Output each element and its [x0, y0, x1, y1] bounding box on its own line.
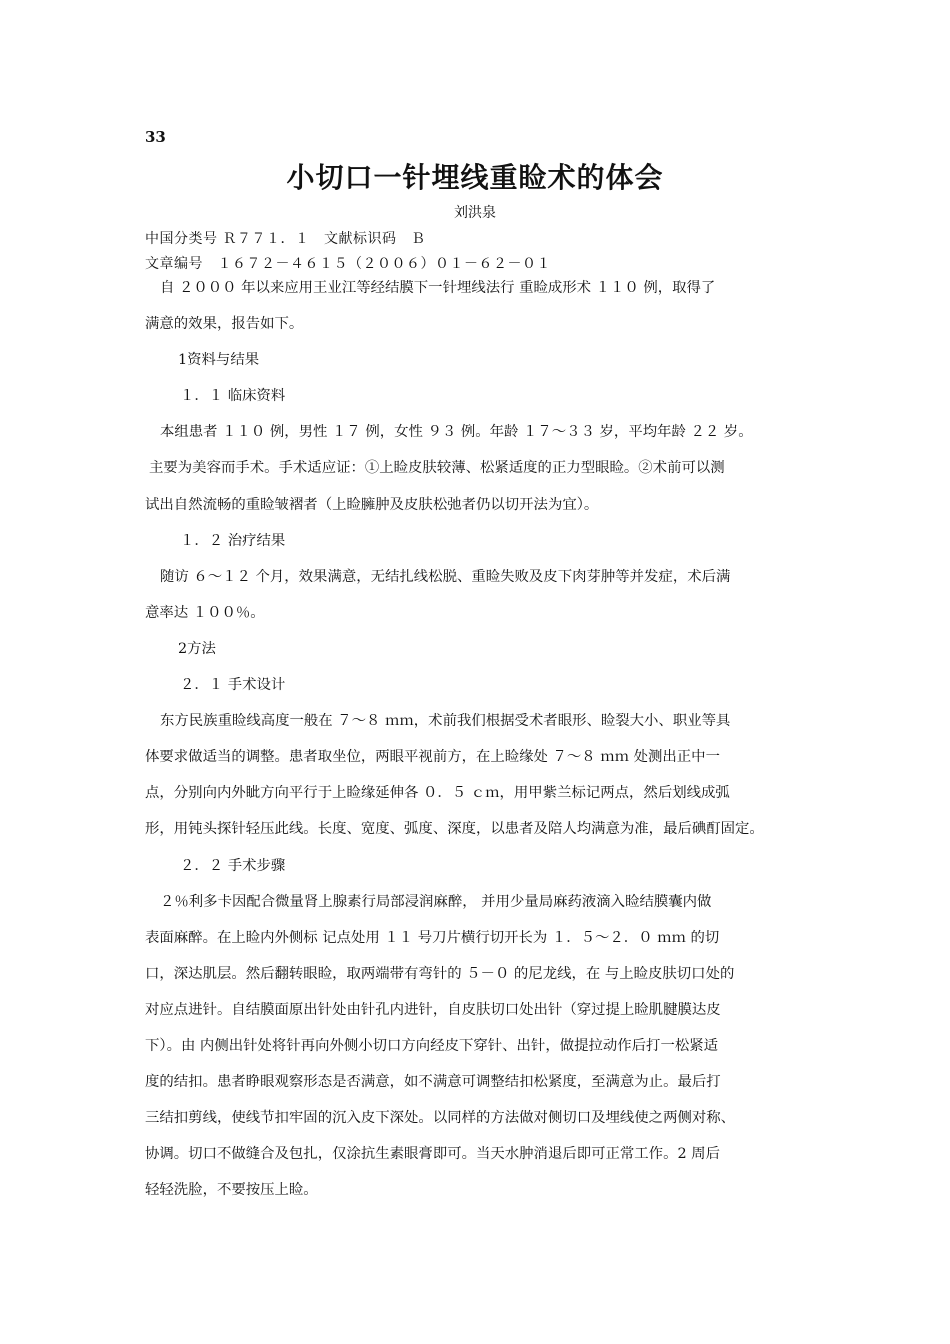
paragraph-line: 对应点进针。自结膜面原出针处由针孔内进针，自皮肤切口处出针（穿过提上睑肌腱膜达皮	[145, 1001, 721, 1018]
paragraph-line: 试出自然流畅的重睑皱褶者（上睑臃肿及皮肤松弛者仍以切开法为宜）。	[145, 496, 599, 513]
subsection-heading: ２．１ 手术设计	[180, 677, 286, 694]
article-number-line: 文章编号 １６７２－４６１５（２００６）０１－６２－０１	[145, 256, 551, 272]
paragraph-line: 自 ２０００ 年以来应用王业江等经结膜下一针埋线法行 重睑成形术 １１０ 例，取得了	[160, 280, 716, 296]
paragraph-line: 主要为美容而手术。手术适应证：①上睑皮肤较薄、松紧适度的正力型眼睑。②术前可以测	[149, 460, 725, 477]
article-title: 小切口一针埋线重睑术的体会	[286, 161, 664, 194]
subsection-heading: ２．２ 手术步骤	[180, 857, 286, 874]
paragraph-line: 轻轻洗脸，不要按压上睑。	[145, 1182, 318, 1199]
article-body	[145, 270, 820, 1208]
author-name: 刘洪泉	[454, 205, 496, 221]
paragraph-line: 本组患者 １１０ 例，男性 １７ 例，女性 ９３ 例。年龄 １７～３３ 岁，平均年龄 ２２ 岁。	[160, 424, 753, 441]
paragraph-line: 三结扣剪线，使线节扣牢固的沉入皮下深处。以同样的方法做对侧切口及埋线使之两侧对称、	[145, 1110, 736, 1127]
paragraph-line: 意率达 １００％。	[145, 604, 265, 621]
paragraph-line: 体要求做适当的调整。患者取坐位，两眼平视前方，在上睑缘处 ７～８ ｍｍ 处测出正中一	[145, 749, 720, 766]
paragraph-line: 满意的效果，报告如下。	[145, 316, 304, 333]
section-heading: 2方法	[178, 640, 216, 657]
paragraph-line: 口，深达肌层。然后翻转眼睑，取两端带有弯针的 ５－０ 的尼龙线，在 与上睑皮肤切口处的	[145, 965, 735, 982]
paragraph-line: 形，用钝头探针轻压此线。长度、宽度、弧度、深度，以患者及陪人均满意为准，最后碘酊固定。	[145, 821, 764, 838]
classification-line: 中国分类号 Ｒ７７１．１ 文献标识码 Ｂ	[145, 231, 426, 247]
paragraph-line: 点，分别向内外眦方向平行于上睑缘延伸各 ０．５ ｃｍ，用甲紫兰标记两点，然后划线成弧	[145, 785, 730, 802]
subsection-heading: １．２ 治疗结果	[180, 532, 286, 549]
paragraph-line: 随访 ６～１２ 个月，效果满意，无结扎线松脱、重睑失败及皮下肉芽肿等并发症，术后满	[160, 568, 731, 585]
paragraph-line: 表面麻醉。在上睑内外侧标 记点处用 １１ 号刀片横行切开长为 １．５～２．０ ｍｍ 的切	[145, 929, 720, 946]
paragraph-line: 度的结扣。患者睁眼观察形态是否满意，如不满意可调整结扣松紧度，至满意为止。最后打	[145, 1074, 721, 1091]
paragraph-line: 协调。切口不做缝合及包扎，仅涂抗生素眼膏即可。当天水肿消退后即可正常工作。2 周后	[145, 1146, 720, 1163]
page-number: 33	[145, 128, 166, 146]
paragraph-line: ２％利多卡因配合微量肾上腺素行局部浸润麻醉， 并用少量局麻药液滴入睑结膜囊内做	[160, 893, 712, 910]
paragraph-line: 东方民族重睑线高度一般在 ７～８ ｍｍ，术前我们根据受术者眼形、睑裂大小、职业等具	[160, 713, 731, 730]
section-heading: 1资料与结果	[178, 352, 260, 369]
subsection-heading: １．１ 临床资料	[180, 388, 286, 405]
paragraph-line: 下）。由 内侧出针处将针再向外侧小切口方向经皮下穿针、出针，做提拉动作后打一松紧适	[145, 1037, 719, 1054]
